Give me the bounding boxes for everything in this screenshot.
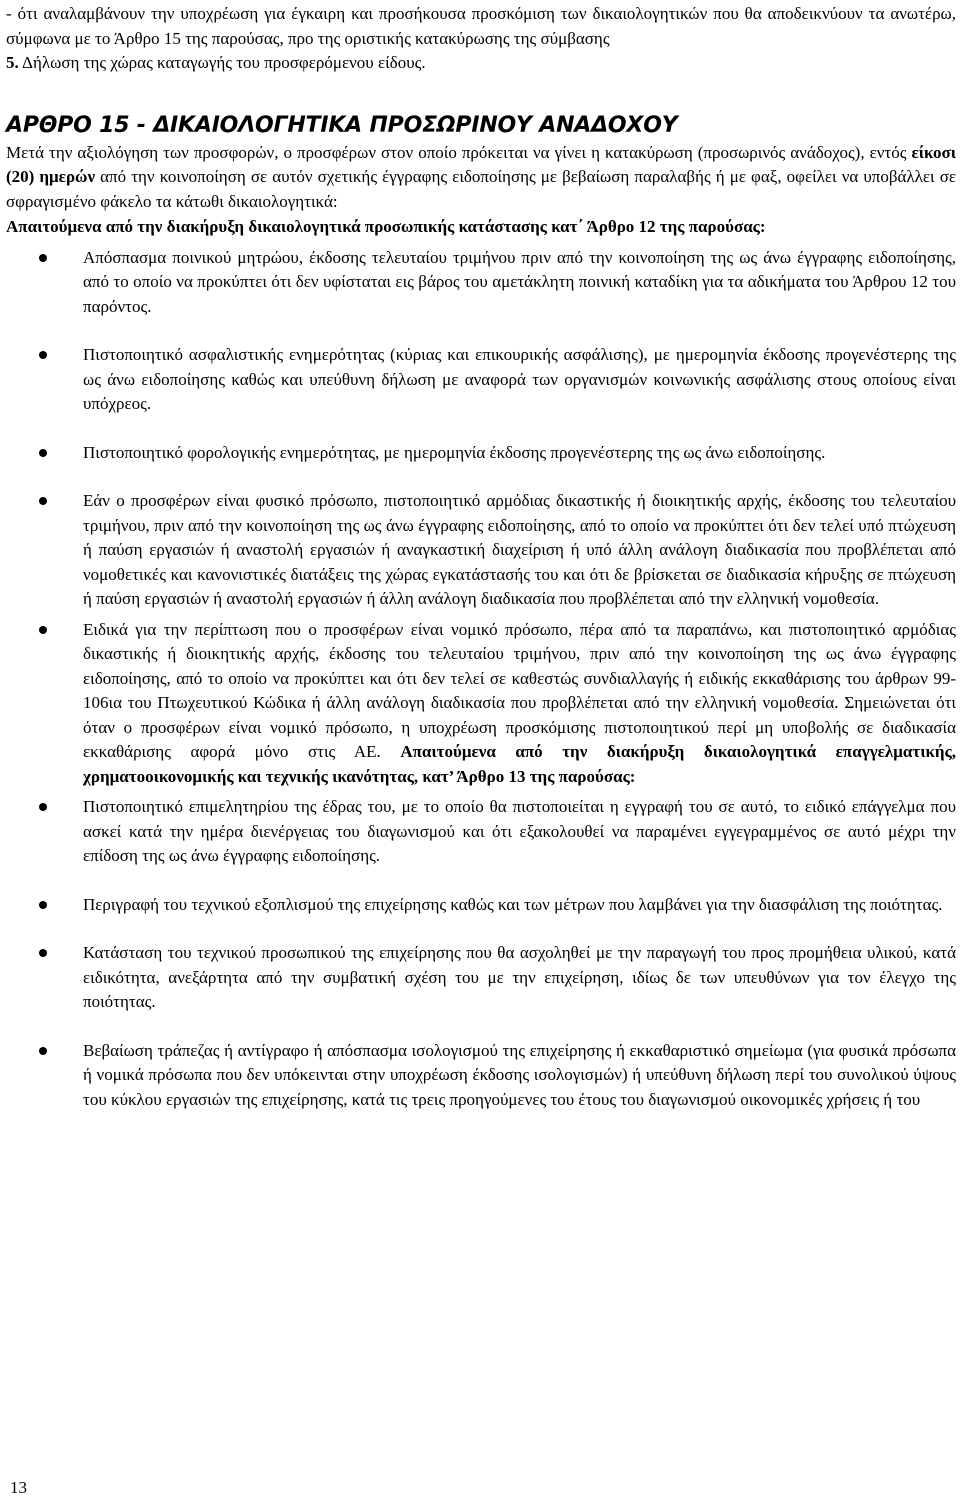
list-item-text: Πιστοποιητικό φορολογικής ενημερότητας, με ημερομηνία έκδοσης προγενέστερης της ως άνω ειδοποίησης.	[83, 442, 826, 462]
document-page	[6, 0, 956, 1112]
list-item	[6, 246, 956, 320]
list-item-text: Πιστοποιητικό ασφαλιστικής ενημερότητας (κύριας και επικουρικής ασφάλισης), με ημερομηνία έκδοσης προγενέστερης της ως άνω ειδοποίησης καθώς και υπεύθυνη δήλωση με αναφορά των οργανισμών κοινωνικής ασφάλισης στους οποίους είναι υπόχρεος.	[83, 345, 956, 413]
item-5-number: 5.	[6, 53, 19, 72]
article-intro-bold: είκοσι (20) ημερών	[6, 142, 956, 186]
list-item-text: Εάν ο προσφέρων είναι φυσικό πρόσωπο, πιστοποιητικό αρμόδιας δικαστικής ή διοικητικής αρχής, έκδοσης του τελευταίου τριμήνου, πριν από την κοινοποίηση της ως άνω έγγραφης ειδοποίησης, από το οποίο να προκύπτει ότι δεν τελεί υπό πτώχευση ή παύση εργασιών ή αναστολή εργασιών ή αναγκαστική διαχείριση ή υπό άλλη ανάλογη διαδικασία που προβλέπεται από νομοθετικές και κανονιστικές διατάξεις της χώρας εγκατάστασής του και ότι δε βρίσκεται σε διαδικασία κήρυξης σε πτώχευση ή παύση εργασιών ή αναστολή εργασιών ή άλλη ανάλογη διαδικασία που προβλέπεται από την ελληνική νομοθεσία.	[83, 491, 956, 608]
requirement-heading-personal-text: Απαιτούμενα από την διακήρυξη δικαιολογητικά προσωπικής κατάστασης κατ΄ Άρθρο 12 της παρούσας:	[6, 217, 766, 236]
bullet-icon	[39, 901, 47, 909]
list-item-text: Ειδικά για την περίπτωση που ο προσφέρων είναι νομικό πρόσωπο, πέρα από τα παραπάνω, και πιστοποιητικό αρμόδιας δικαστικής ή διοικητικής αρχής, έκδοσης του τελευταίου τριμήνου, πριν από την κοινοποίηση της ως άνω έγγραφης ειδοποίησης, από το οποίο να προκύπτει και ότι δεν τελεί σε καθεστώς συνδιαλλαγής ή ειδικής εκκαθάρισης του άρθρων 99-106ια του Πτωχευτικού Κώδικα ή άλλη ανάλογη διαδικασία που προβλέπεται από την ελληνική νομοθεσία. Σημειώνεται ότι όταν ο προσφέρων είναι νομικό πρόσωπο, η υποχρέωση προσκόμισης πιστοποιητικού περί μη υποβολής σε διαδικασία εκκαθάρισης αφορά μόνο στις ΑΕ.	[83, 619, 956, 761]
intro-paragraph: - ότι αναλαμβάνουν την υποχρέωση για έγκαιρη και προσήκουσα προσκόμιση των δικαιολογητικών που θα αποδεικνύουν τα ανωτέρω, σύμφωνα με το Άρθρο 15 της παρούσας, προ της οριστικής κατακύρωσης της σύμβασης	[6, 4, 956, 48]
bullet-icon	[39, 803, 47, 811]
list-item-text: Περιγραφή του τεχνικού εξοπλισμού της επιχείρησης καθώς και των μέτρων που λαμβάνει για την διασφάλιση της ποιότητας.	[83, 894, 943, 914]
page-number: 13	[10, 1478, 27, 1497]
article-intro-paragraph	[6, 141, 956, 215]
list-item	[6, 795, 956, 869]
bullet-icon	[39, 351, 47, 359]
article-title: ΑΡΘΡΟ 15 - ΔΙΚΑΙΟΛΟΓΗΤΙΚΑ ΠΡΟΣΩΡΙΝΟΥ ΑΝΑΔΟΧΟΥ	[6, 112, 678, 138]
list-item-text: Βεβαίωση τράπεζας ή αντίγραφο ή απόσπασμα ισολογισμού της επιχείρησης ή εκκαθαριστικό σημείωμα (για φυσικά πρόσωπα ή νομικά πρόσωπα που δεν υπόκεινται στην υποχρέωση έκδοσης ισολογισμών) ή υπεύθυνη δήλωση περί του συνολικού ύψους του κύκλου εργασιών της επιχείρησης, κατά τις τρεις προηγούμενες του έτους του διαγωνισμού οικονομικές χρήσεις ή του	[83, 1040, 956, 1109]
list-item-text: Πιστοποιητικό επιμελητηρίου της έδρας του, με το οποίο θα πιστοποιείται η εγγραφή του σε αυτό, το ειδικό επάγγελμα που ασκεί κατά την ημέρα διενέργειας του διαγωνισμού και ότι εξακολουθεί να παραμένει εγγεγραμμένος σε αυτό μέχρι την επίδοση της ως άνω έγγραφης ειδοποίησης.	[83, 797, 956, 865]
list-item-text: Κατάσταση του τεχνικού προσωπικού της επιχείρησης που θα ασχοληθεί με την παραγωγή του προς προμήθεια υλικού, κατά ειδικότητα, ανεξάρτητα από την συμβατική σχέση του με την επιχείρηση, ιδίως δε των υπευθύνων για τον έλεγχο της ποιότητας.	[83, 943, 956, 1011]
requirement-heading-personal	[6, 215, 956, 240]
list-item	[6, 489, 956, 612]
item-5	[6, 51, 956, 76]
bullet-icon	[39, 1047, 47, 1055]
bullet-icon	[39, 449, 47, 457]
bullet-icon	[39, 254, 47, 262]
list-item	[6, 893, 956, 918]
requirement-heading-capacity: Απαιτούμενα από την διακήρυξη δικαιολογητικά επαγγελματικής, χρηματοοικονομικής και τεχνικής ικανότητας, κατ’ Άρθρο 13 της παρούσας:	[83, 742, 957, 786]
bullet-icon	[39, 949, 47, 957]
list-item	[6, 441, 956, 466]
list-item	[6, 1039, 956, 1113]
list-item	[6, 941, 956, 1015]
list-item	[6, 618, 956, 790]
bullet-icon	[39, 626, 47, 634]
bullet-icon	[39, 497, 47, 505]
article-intro-text-b: από την κοινοποίηση σε αυτόν σχετικής έγγραφης ειδοποίησης με βεβαίωση παραλαβής ή με φαξ, οφείλει να υποβάλλει σε σφραγισμένο φάκελο τα κάτωθι δικαιολογητικά:	[6, 167, 956, 211]
personal-documents-list	[6, 246, 956, 790]
article-intro-text-a: Μετά την αξιολόγηση των προσφορών, ο προσφέρων στον οποίο πρόκειται να γίνει η κατακύρωση (προσωρινός ανάδοχος), εντός	[6, 142, 912, 162]
capacity-documents-list	[6, 795, 956, 1112]
list-item	[6, 343, 956, 417]
item-5-text: Δήλωση της χώρας καταγωγής του προσφερόμενου είδους.	[18, 53, 426, 72]
list-item-text: Απόσπασμα ποινικού μητρώου, έκδοσης τελευταίου τριμήνου πριν από την κοινοποίηση της ως άνω έγγραφης ειδοποίησης, από το οποίο να προκύπτει ότι δεν υφίσταται εις βάρος του αμετάκλητη ποινική καταδίκη για τα αδικήματα του Άρθρου 12 του παρόντος.	[83, 247, 956, 316]
